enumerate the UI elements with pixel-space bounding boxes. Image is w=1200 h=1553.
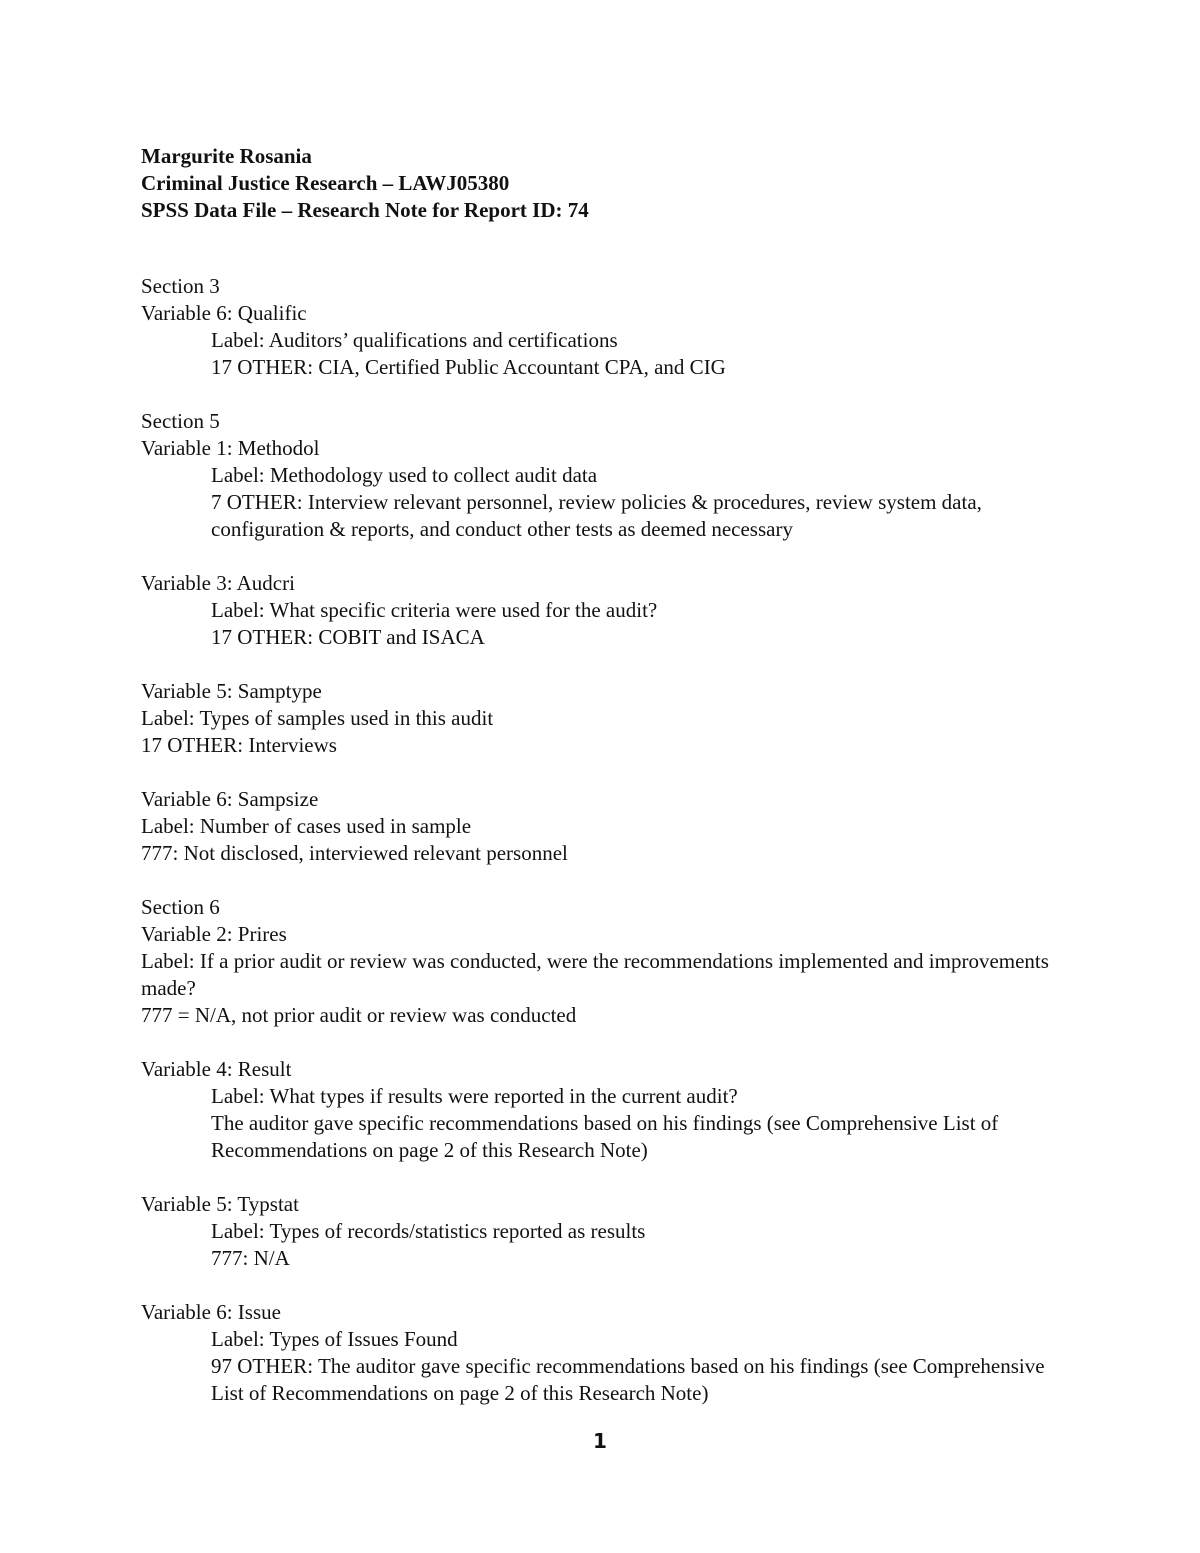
s5-variable-5-label: Label: Types of samples used in this audit	[141, 706, 494, 730]
section-5-heading: Section 5	[141, 409, 220, 433]
s6-variable-2-value: 777 = N/A, not prior audit or review was conducted	[141, 1003, 577, 1027]
s6-variable-6-name: Variable 6: Issue	[141, 1300, 281, 1324]
s5-variable-1-value: 7 OTHER: Interview relevant personnel, review policies & procedures, review system data, configuration & reports, and conduct other tests as deemed necessary	[211, 490, 982, 541]
document-body	[141, 273, 1061, 1407]
document-title: SPSS Data File – Research Note for Report ID: 74	[141, 198, 589, 222]
s5-variable-6-label: Label: Number of cases used in sample	[141, 814, 472, 838]
s5-variable-3-label: Label: What specific criteria were used for the audit?	[211, 598, 658, 622]
section-3-heading: Section 3	[141, 274, 220, 298]
s5-variable-5-name: Variable 5: Samptype	[141, 679, 322, 703]
course-title: Criminal Justice Research – LAWJ05380	[141, 171, 510, 195]
s6-variable-5-name: Variable 5: Typstat	[141, 1192, 299, 1216]
s5-variable-5-value: 17 OTHER: Interviews	[141, 733, 337, 757]
s6-variable-6-label: Label: Types of Issues Found	[211, 1327, 458, 1351]
s3-variable-6-value: 17 OTHER: CIA, Certified Public Accountant CPA, and CIG	[211, 355, 726, 379]
s6-variable-5-value: 777: N/A	[211, 1246, 290, 1270]
s3-variable-6-label: Label: Auditors’ qualifications and certifications	[211, 328, 618, 352]
s6-variable-4-label: Label: What types if results were reported in the current audit?	[211, 1084, 738, 1108]
s5-variable-3-value: 17 OTHER: COBIT and ISACA	[211, 625, 485, 649]
s5-variable-6-name: Variable 6: Sampsize	[141, 787, 319, 811]
s6-variable-2-name: Variable 2: Prires	[141, 922, 287, 946]
s6-variable-4-value: The auditor gave specific recommendations based on his findings (see Comprehensive List of Recommendations on page 2 of this Research Note)	[211, 1111, 999, 1162]
s6-variable-2-label: Label: If a prior audit or review was conducted, were the recommendations implemented and improvements made?	[141, 949, 1049, 1000]
s5-variable-1-name: Variable 1: Methodol	[141, 436, 320, 460]
s5-variable-6-value: 777: Not disclosed, interviewed relevant personnel	[141, 841, 568, 865]
section-6-heading: Section 6	[141, 895, 220, 919]
s6-variable-6-value: 97 OTHER: The auditor gave specific recommendations based on his findings (see Comprehensive List of Recommendations on page 2 of this Research Note)	[211, 1354, 1045, 1405]
s6-variable-5-label: Label: Types of records/statistics reported as results	[211, 1219, 646, 1243]
s5-variable-1-label: Label: Methodology used to collect audit data	[211, 463, 598, 487]
author-name: Margurite Rosania	[141, 144, 312, 168]
page-number: 1	[593, 1429, 607, 1453]
s5-variable-3-name: Variable 3: Audcri	[141, 571, 295, 595]
s3-variable-6-name: Variable 6: Qualific	[141, 301, 307, 325]
s6-variable-4-name: Variable 4: Result	[141, 1057, 292, 1081]
document-header	[141, 143, 589, 224]
